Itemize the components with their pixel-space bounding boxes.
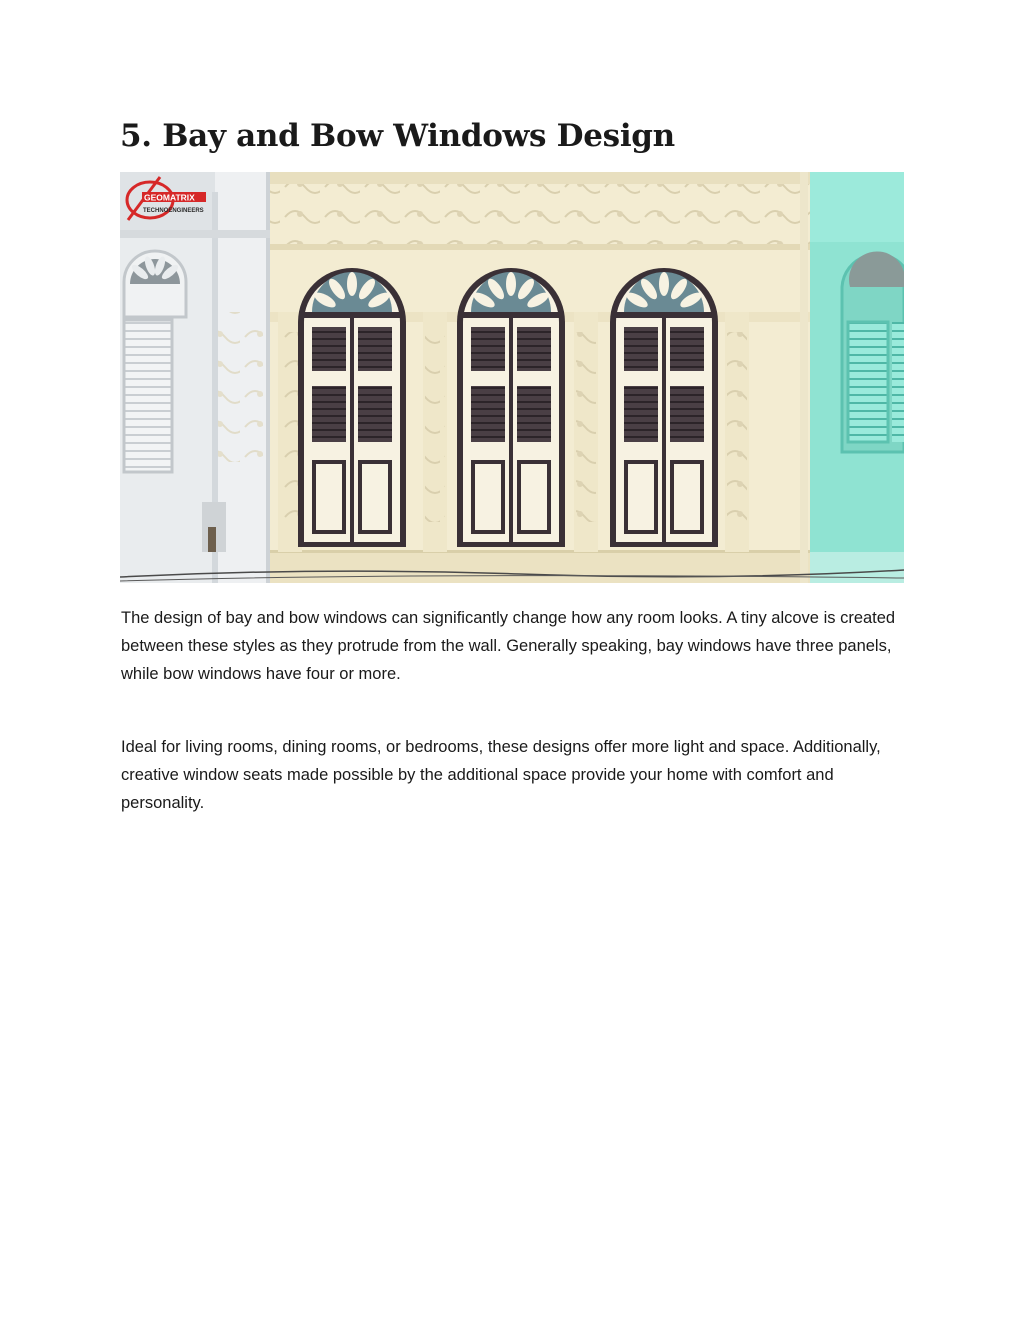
logo-name: GEOMATRIX bbox=[144, 192, 195, 203]
logo-tagline: TECHNOENGINEERS bbox=[143, 208, 204, 214]
paragraph-1: The design of bay and bow windows can significantly change how any room looks. A tiny alcove is created between these styles as they protrude from the wall. Generally speaking, bay windows have three panels, while bow windows have four or more. bbox=[121, 609, 896, 683]
arched-window-2 bbox=[457, 268, 565, 547]
arched-window-3 bbox=[610, 268, 718, 547]
bay-window-facade-photo bbox=[120, 172, 904, 583]
paragraph-2: Ideal for living rooms, dining rooms, or bedrooms, these designs offer more light and space. Additionally, creative window seats made possible by the additional space provide your home with comfort and personality. bbox=[121, 738, 881, 812]
page-heading: 5. Bay and Bow Windows Design bbox=[120, 118, 675, 154]
arched-window-1 bbox=[298, 268, 406, 547]
